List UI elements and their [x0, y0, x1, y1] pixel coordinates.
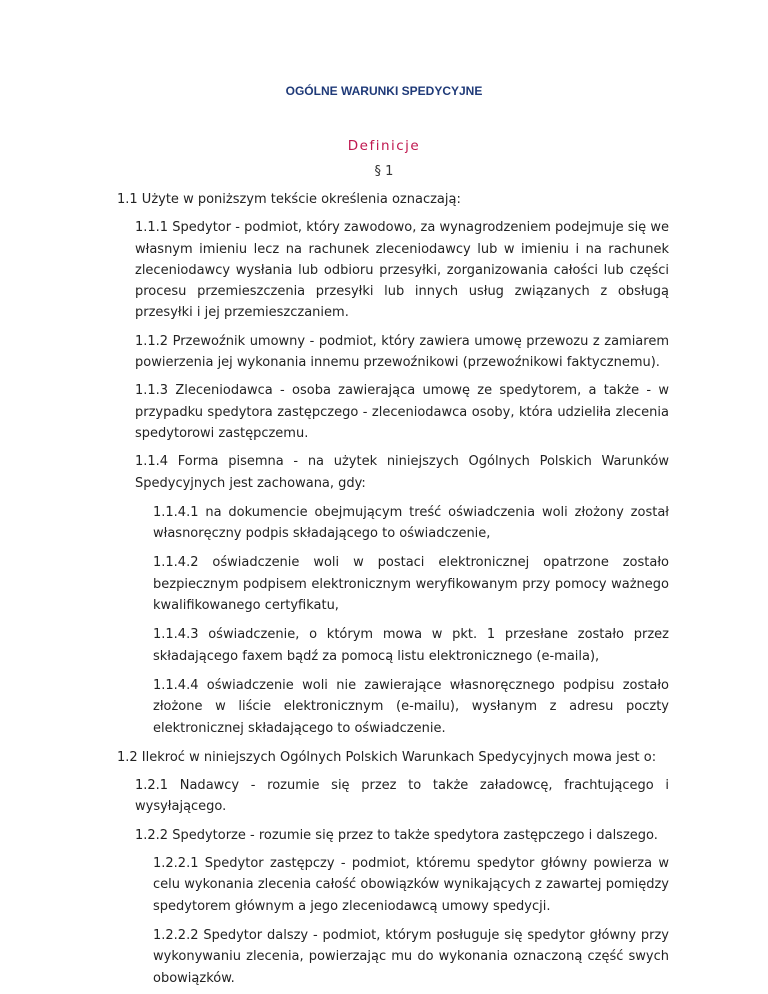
clause-1-1-4-1: 1.1.4.1 na dokumencie obejmującym treść oświadczenia woli złożony został własnoręczny podpis składającego to oświadczenie, — [153, 504, 669, 542]
document-body — [0, 189, 768, 989]
clause-1-2: 1.2 Ilekroć w niniejszych Ogólnych Polskich Warunkach Spedycyjnych mowa jest o: — [117, 749, 657, 765]
clause-1-1-4-3: 1.1.4.3 oświadczenie, o którym mowa w pkt. 1 przesłane zostało przez składającego faxem bądź za pomocą listu elektronicznego (e-maila), — [153, 627, 669, 664]
clause-1-1-3: 1.1.3 Zleceniodawca - osoba zawierająca umowę ze spedytorem, a także - w przypadku spedytora zastępczego - zleceniodawca osoby, która udzieliła zlecenia spedytorowi zastępczemu. — [135, 383, 669, 441]
clause-1-2-2: 1.2.2 Spedytorze - rozumie się przez to także spedytora zastępczego i dalszego. — [135, 827, 658, 843]
clause-1-1-1: 1.1.1 Spedytor - podmiot, który zawodowo, za wynagrodzeniem podejmuje się we własnym imieniu lecz na rachunek zleceniodawcy lub w imieniu i na rachunek zleceniodawcy wysłania lub odbioru przesyłki, zorganizowania całości lub części procesu przemieszczenia przesyłki lub innych usług związanych z obsługą przesyłki i jej przemieszczaniem. — [135, 220, 669, 321]
clause-1-1-2: 1.1.2 Przewoźnik umowny - podmiot, który zawiera umowę przewozu z zamiarem powierzenia jej wykonania innemu przewoźnikowi (przewoźnikowi faktycznemu). — [135, 333, 669, 371]
clause-1-2-1: 1.2.1 Nadawcy - rozumie się przez to także załadowcę, frachtującego i wysyłającego. — [135, 778, 669, 815]
section-heading: Definicje — [347, 138, 421, 154]
clause-1-1-4-4: 1.1.4.4 oświadczenie woli nie zawierające własnoręcznego podpisu zostało złożone w liście elektronicznym (e-mailu), wysłanym z adresu poczty elektronicznej składającego to oświadczenie. — [153, 677, 669, 736]
clause-1-2-2-2: 1.2.2.2 Spedytor dalszy - podmiot, którym posługuje się spedytor główny przy wykonywaniu zlecenia, powierzając mu do wykonania oznaczoną część swych obowiązków. — [153, 927, 669, 986]
clause-1-1-4: 1.1.4 Forma pisemna - na użytek niniejszych Ogólnych Polskich Warunków Spedycyjnych jest zachowana, gdy: — [135, 454, 669, 491]
document-title: OGÓLNE WARUNKI SPEDYCYJNE — [285, 84, 483, 98]
paragraph-sign: § 1 — [374, 164, 394, 179]
clause-1-1: 1.1 Użyte w poniższym tekście określenia oznaczają: — [117, 192, 461, 207]
clause-1-1-4-2: 1.1.4.2 oświadczenie woli w postaci elektronicznej opatrzone zostało bezpiecznym podpisem elektronicznym weryfikowanym przy pomocy ważnego kwalifikowanego certyfikatu, — [153, 555, 669, 614]
clause-1-2-2-1: 1.2.2.1 Spedytor zastępczy - podmiot, któremu spedytor główny powierza w celu wykonania zlecenia całość obowiązków wynikających z zawartej pomiędzy spedytorem głównym a jego zleceniodawcą umowy spedycji. — [153, 856, 669, 914]
